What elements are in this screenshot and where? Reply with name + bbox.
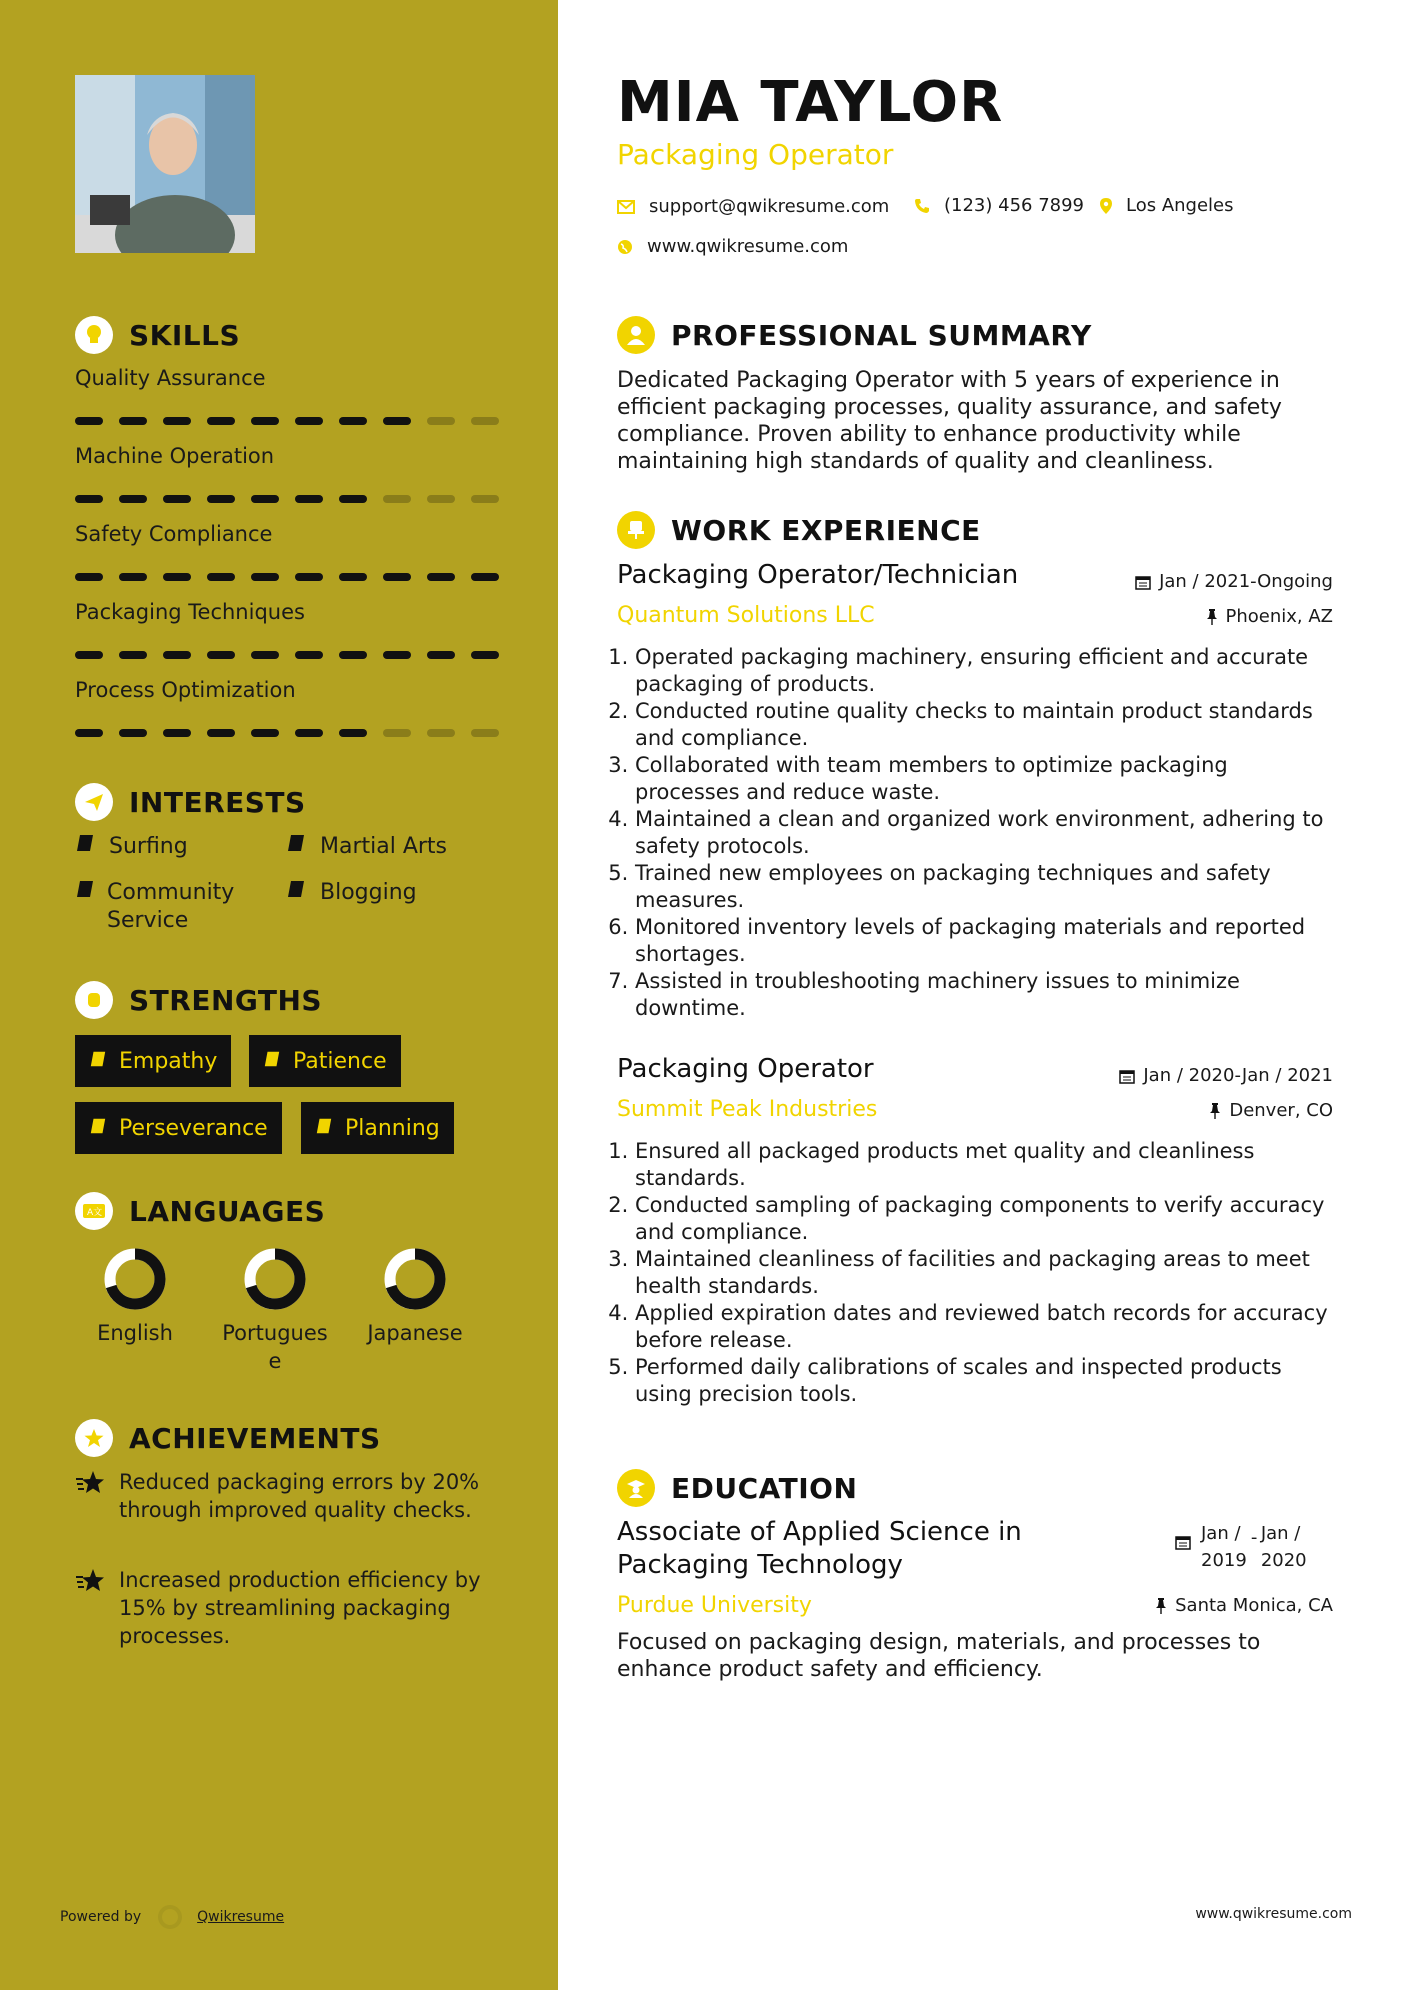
duty-item: 5. Trained new employees on packaging techniques and safety measures. xyxy=(635,860,1337,914)
skill-rating-dash xyxy=(471,651,499,659)
experience-heading: WORK EXPERIENCE xyxy=(617,511,981,549)
duty-item: 4. Applied expiration dates and reviewed batch records for accuracy before release. xyxy=(635,1300,1337,1354)
job-title: Packaging Operator/Technician xyxy=(617,560,1019,590)
job-dates: Jan / 2020-Jan / 2021 xyxy=(1119,1065,1333,1086)
qwikresume-link[interactable]: Qwikresume xyxy=(197,1909,285,1925)
summary-text: Dedicated Packaging Operator with 5 years of experience in efficient packaging processes, quality assurance, and safety compliance. Proven ability to enhance productivity while maintaining high standards of quality and cleanliness. xyxy=(617,368,1282,474)
strengths-heading: STRENGTHS xyxy=(75,981,322,1019)
skill-rating-dash xyxy=(251,729,279,737)
skill-rating-dash xyxy=(207,417,235,425)
summary-heading: PROFESSIONAL SUMMARY xyxy=(617,316,1092,354)
skill-rating-dash xyxy=(383,651,411,659)
skill-rating-dash xyxy=(427,729,455,737)
skill-name: Packaging Techniques xyxy=(75,600,305,624)
skill-rating-dash xyxy=(119,651,147,659)
skill-rating-dash xyxy=(295,651,323,659)
skill-rating-dash xyxy=(119,417,147,425)
skill-rating-dash xyxy=(471,417,499,425)
duty-item: 7. Assisted in troubleshooting machinery issues to minimize downtime. xyxy=(635,968,1337,1022)
star-icon xyxy=(75,1470,107,1524)
skill-rating-dash xyxy=(163,495,191,503)
skill-rating xyxy=(75,729,499,737)
skill-rating-dash xyxy=(207,495,235,503)
duty-item: 6. Monitored inventory levels of packaging materials and reported shortages. xyxy=(635,914,1337,968)
achievement-item: Increased production efficiency by 15% by streamlining packaging processes. xyxy=(75,1566,495,1650)
strength-badge: Patience xyxy=(249,1035,401,1087)
language-item xyxy=(220,1247,330,1375)
skill-rating-dash xyxy=(163,573,191,581)
job-duties xyxy=(617,1138,1337,1408)
skill-name: Safety Compliance xyxy=(75,522,273,546)
svg-text:A文: A文 xyxy=(87,1208,103,1218)
duty-item: 4. Maintained a clean and organized work environment, adhering to safety protocols. xyxy=(635,806,1337,860)
skill-rating-dash xyxy=(295,729,323,737)
book-icon xyxy=(286,879,308,907)
skill-rating-dash xyxy=(295,417,323,425)
skill-rating-dash xyxy=(75,573,103,581)
skill-rating-dash xyxy=(427,417,455,425)
language-level-donut xyxy=(243,1247,307,1311)
language-name: Portugues e xyxy=(222,1321,328,1373)
book-icon xyxy=(286,833,308,861)
powered-by: Powered by Qwikresume xyxy=(60,1904,284,1930)
skill-rating-dash xyxy=(75,729,103,737)
duty-item: 3. Maintained cleanliness of facilities and packaging areas to meet health standards. xyxy=(635,1246,1337,1300)
skill-rating-dash xyxy=(471,495,499,503)
job-location: Phoenix, AZ xyxy=(1206,606,1334,627)
skill-rating-dash xyxy=(207,729,235,737)
qwikresume-logo-icon xyxy=(157,1904,183,1930)
user-icon xyxy=(617,316,655,354)
language-item xyxy=(360,1247,470,1347)
company-name: Quantum Solutions LLC xyxy=(617,603,875,628)
skill-rating-dash xyxy=(119,573,147,581)
skill-rating-dash xyxy=(383,495,411,503)
language-card-icon xyxy=(75,1192,113,1230)
strength-badge: Perseverance xyxy=(75,1102,282,1154)
hand-icon xyxy=(75,981,113,1019)
skill-rating xyxy=(75,651,499,659)
envelope-icon xyxy=(617,200,635,214)
skill-name: Machine Operation xyxy=(75,444,275,468)
skill-rating-dash xyxy=(383,417,411,425)
skill-rating-dash xyxy=(207,573,235,581)
lightbulb-icon xyxy=(75,316,113,354)
chair-icon xyxy=(617,511,655,549)
skill-rating-dash xyxy=(119,729,147,737)
skill-rating-dash xyxy=(339,573,367,581)
skill-rating-dash xyxy=(251,417,279,425)
skill-rating xyxy=(75,417,499,425)
contact-website[interactable]: www.qwikresume.com xyxy=(617,236,848,257)
book-icon xyxy=(89,1116,107,1141)
skill-rating-dash xyxy=(295,573,323,581)
skill-rating-dash xyxy=(339,651,367,659)
skill-rating xyxy=(75,573,499,581)
strength-badge: Planning xyxy=(301,1102,454,1154)
education-location: Santa Monica, CA xyxy=(1155,1595,1333,1616)
skill-rating-dash xyxy=(251,573,279,581)
strength-badge: Empathy xyxy=(75,1035,231,1087)
skill-rating-dash xyxy=(295,495,323,503)
education-dates: Jan / 2019 - Jan / 2020 xyxy=(1175,1520,1307,1574)
skill-rating-dash xyxy=(251,651,279,659)
job-location: Denver, CO xyxy=(1209,1100,1333,1121)
duty-item: 2. Conducted routine quality checks to maintain product standards and compliance. xyxy=(635,698,1337,752)
skill-rating-dash xyxy=(163,417,191,425)
language-level-donut xyxy=(383,1247,447,1311)
interests-heading: INTERESTS xyxy=(75,783,306,821)
contact-phone[interactable]: (123) 456 7899 xyxy=(914,195,1084,216)
skill-rating-dash xyxy=(75,651,103,659)
skill-rating-dash xyxy=(471,729,499,737)
achievements-heading: ACHIEVEMENTS xyxy=(75,1419,381,1457)
education-description: Focused on packaging design, materials, and processes to enhance product safety and efficiency. xyxy=(617,1630,1261,1682)
paper-plane-icon xyxy=(75,783,113,821)
skill-name: Process Optimization xyxy=(75,678,296,702)
skills-heading: SKILLS xyxy=(75,316,240,354)
interest-item: Community Service xyxy=(75,879,245,935)
skill-rating-dash xyxy=(207,651,235,659)
profile-photo xyxy=(75,75,255,253)
language-item xyxy=(80,1247,190,1347)
skill-rating-dash xyxy=(383,573,411,581)
candidate-name: MIA TAYLOR xyxy=(617,70,1004,135)
skill-rating-dash xyxy=(383,729,411,737)
star-badge-icon xyxy=(75,1419,113,1457)
skill-name: Quality Assurance xyxy=(75,366,266,390)
duty-item: 3. Collaborated with team members to optimize packaging processes and reduce waste. xyxy=(635,752,1337,806)
degree-title: Associate of Applied Science in Packaging Technology xyxy=(617,1517,1022,1580)
contact-location: Los Angeles xyxy=(1100,195,1234,216)
calendar-icon xyxy=(1175,1534,1191,1574)
interest-item: Martial Arts xyxy=(286,833,447,861)
phone-icon xyxy=(914,198,930,214)
globe-icon xyxy=(617,239,633,255)
duty-item: 1. Operated packaging machinery, ensuring efficient and accurate packaging of products. xyxy=(635,644,1337,698)
languages-heading: A文 LANGUAGES xyxy=(75,1192,325,1230)
language-level-donut xyxy=(103,1247,167,1311)
calendar-icon xyxy=(1119,1068,1135,1084)
skill-rating-dash xyxy=(339,729,367,737)
job-title: Packaging Operator xyxy=(617,1054,874,1084)
job-duties xyxy=(617,644,1337,1022)
calendar-icon xyxy=(1135,574,1151,590)
education-heading: EDUCATION xyxy=(617,1469,857,1507)
skill-rating-dash xyxy=(471,573,499,581)
duty-item: 5. Performed daily calibrations of scales and inspected products using precision tools. xyxy=(635,1354,1337,1408)
book-icon xyxy=(75,879,95,935)
contact-email[interactable]: support@qwikresume.com xyxy=(617,196,889,217)
candidate-title: Packaging Operator xyxy=(617,138,894,171)
pushpin-icon xyxy=(1206,609,1218,625)
book-icon xyxy=(263,1049,281,1074)
book-icon xyxy=(75,833,97,861)
achievement-item: Reduced packaging errors by 20% through improved quality checks. xyxy=(75,1468,495,1524)
book-icon xyxy=(315,1116,333,1141)
footer-website[interactable]: www.qwikresume.com xyxy=(1195,1906,1352,1922)
skill-rating-dash xyxy=(251,495,279,503)
skill-rating-dash xyxy=(427,651,455,659)
skill-rating-dash xyxy=(75,495,103,503)
job-dates: Jan / 2021-Ongoing xyxy=(1135,571,1333,592)
pushpin-icon xyxy=(1209,1103,1221,1119)
skill-rating-dash xyxy=(75,417,103,425)
skill-rating-dash xyxy=(427,495,455,503)
skill-rating-dash xyxy=(163,729,191,737)
skill-rating-dash xyxy=(119,495,147,503)
graduate-icon xyxy=(617,1469,655,1507)
star-icon xyxy=(75,1568,107,1650)
interest-item: Surfing xyxy=(75,833,188,861)
school-name: Purdue University xyxy=(617,1593,812,1618)
language-name: Japanese xyxy=(367,1321,463,1345)
language-name: English xyxy=(97,1321,173,1345)
map-pin-icon xyxy=(1100,198,1112,214)
skill-rating xyxy=(75,495,499,503)
sidebar xyxy=(0,0,558,1990)
duty-item: 1. Ensured all packaged products met quality and cleanliness standards. xyxy=(635,1138,1337,1192)
book-icon xyxy=(89,1049,107,1074)
skill-rating-dash xyxy=(339,495,367,503)
interest-item: Blogging xyxy=(286,879,417,907)
skill-rating-dash xyxy=(163,651,191,659)
skill-rating-dash xyxy=(427,573,455,581)
company-name: Summit Peak Industries xyxy=(617,1097,878,1122)
skill-rating-dash xyxy=(339,417,367,425)
duty-item: 2. Conducted sampling of packaging components to verify accuracy and compliance. xyxy=(635,1192,1337,1246)
pushpin-icon xyxy=(1155,1598,1167,1614)
